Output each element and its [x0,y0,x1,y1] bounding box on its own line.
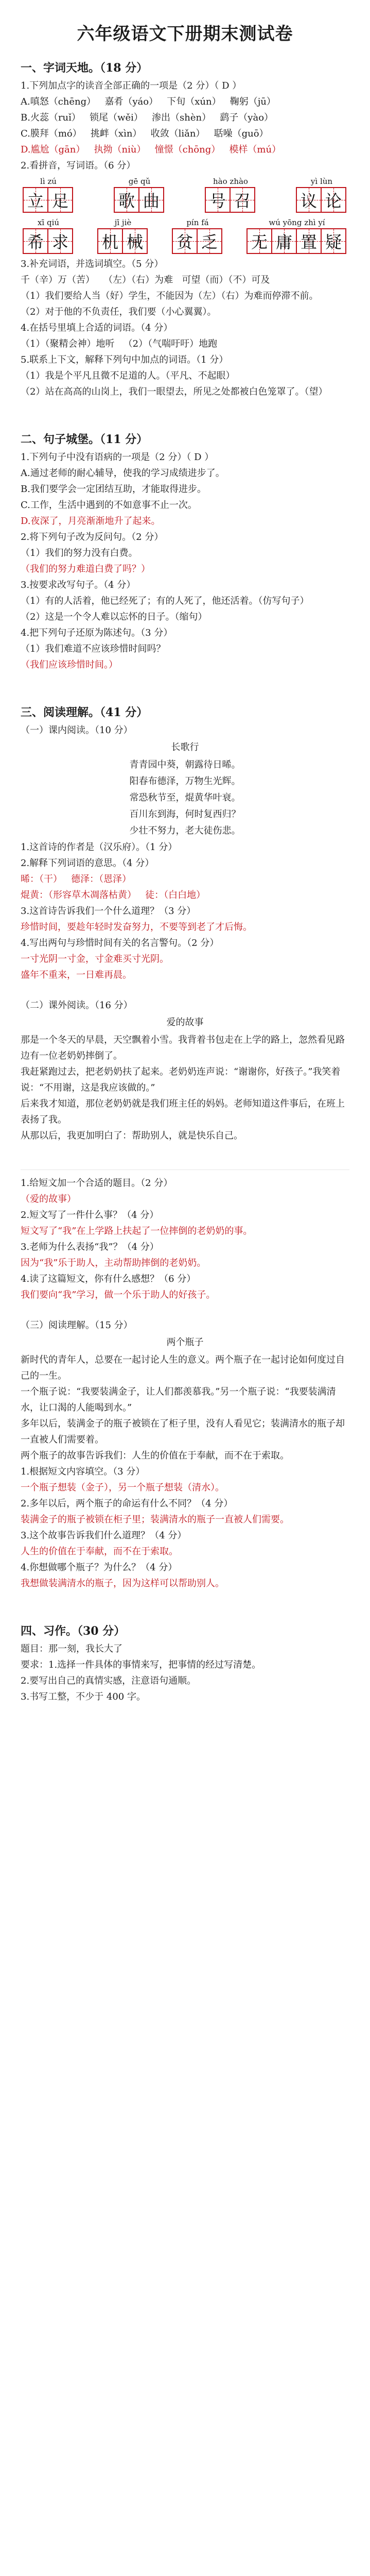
part4-heading: 四、习作。（30 分） [21,1624,126,1638]
part1-q1 [21,78,349,158]
story-title: 爱的故事 [166,1017,204,1028]
q-line: （1）（聚精会神）地听 （2）（气喘吁吁）地跑 [21,338,218,349]
char-cell: 论 [321,187,346,213]
q-line-answer: 晞：（干） 德泽：（恩泽） [21,874,132,885]
q-line: （1）我们难道不应该珍惜时间吗？ [21,643,166,654]
q-line-answer: 盛年不重来，一日难再晨。 [21,970,132,980]
poem-body [21,757,349,839]
page-title: 六年级语文下册期末测试卷 [77,24,293,44]
poem-line: 常恐秋节至，焜黄华叶衰。 [129,792,241,803]
passage-paragraph: 两个瓶子的故事告诉我们：人生的价值在于奉献，而不在于索取。 [21,1450,289,1461]
q-line: 2.短文写了一件什么事？（4 分） [21,1210,159,1221]
q-line: 2.解释下列词语的意思。（4 分） [21,858,154,869]
char-grid-word [173,217,222,254]
passage-questions [21,1464,349,1591]
story-body [21,1032,349,1144]
q-line: 1.下列句子中没有语病的一项是（2 分）（ D ） [21,452,214,463]
part1-q1-option: B.火蕊（ruǐ） 锁尾（wěi） 渗出（shèn） 鹞子（yào） [21,112,274,123]
part3-heading: 三、阅读理解。（41 分） [21,706,148,719]
q-line: C.工作，生活中遇到的不如意事不止一次。 [21,500,197,511]
part1-q1-option: C.膜拜（mó） 挑衅（xìn） 收敛（liǎn） 聒噪（guō） [21,128,269,139]
part3-sub1-questions [21,839,349,983]
part1-q3 [21,256,349,400]
char-cell: 歌 [114,187,139,213]
q-line: 2.将下列句子改为反问句。（2 分） [21,532,164,543]
part1-q2-stem: 2.看拼音，写词语。（6 分） [21,160,136,171]
char-cell: 立 [23,187,48,213]
char-grid-word [98,217,148,254]
q-line: 4.写出两句与珍惜时间有关的名言警句。（2 分） [21,938,219,948]
char-cell: 求 [47,228,73,254]
q-line-answer: 珍惜时间，要趁年轻时发奋努力，不要等到老了才后悔。 [21,922,252,933]
char-cell: 庸 [271,228,297,254]
char-cell: 号 [205,187,231,213]
char-cell: 足 [47,187,73,213]
q-line: 3.按要求改写句子。（4 分） [21,580,136,590]
passage-paragraph: 一个瓶子说：“我要装满金子，让人们都羡慕我。”另一个瓶子说：“我要装满清水，让口渴的人能喝到水。” [21,1386,336,1413]
q-line-answer: 人生的价值在于奉献，而不在于索取。 [21,1546,178,1557]
part2-heading: 二、句子城堡。（11 分） [21,433,148,446]
part3-sub2: （二）课外阅读。（16 分） [21,1000,133,1011]
char-grid-row-2 [21,215,349,256]
char-grid-word [297,176,346,213]
q-line: 1.根据短文内容填空。（3 分） [21,1466,145,1477]
pinyin-label: hào zhào [213,177,248,186]
q-line-answer: 因为“我”乐于助人，主动帮助摔倒的老奶奶。 [21,1258,206,1268]
char-grid-row-1 [21,174,349,215]
q-line: （1）我们要给人当（好）学生，不能因为（左）（右）为难而停滞不前。 [21,291,319,301]
q-line: 3.补充词语，并选词填空。（5 分） [21,259,164,269]
char-grid-word [206,176,255,213]
char-cell: 置 [296,228,322,254]
q-line: 5.联系上下文，解释下列句中加点的词语。（1 分） [21,354,228,365]
poem-title: 长歌行 [171,742,199,753]
passage-paragraph: 多年以后，装满金子的瓶子被锁在了柜子里，没有人看见它；装满清水的瓶子却一直被人们需要着。 [21,1418,345,1445]
char-grid-word [24,217,73,254]
char-cell: 械 [122,228,148,254]
q-line-answer: 我们要向“我”学习，做一个乐于助人的好孩子。 [21,1290,216,1300]
q-line: 3.书写工整，不少于 400 字。 [21,1691,146,1702]
story-paragraph: 那是一个冬天的早晨，天空飘着小雪。我背着书包走在上学的路上，忽然看见路边有一位老奶奶摔倒了。 [21,1035,345,1061]
q-line: 3.这个故事告诉我们什么道理？（4 分） [21,1530,187,1541]
q-line: 1.给短文加一个合适的题目。（2 分） [21,1178,173,1189]
char-cell: 议 [296,187,322,213]
part4-body [21,1641,349,1705]
pinyin-label: yì lùn [310,177,333,186]
divider [21,1149,349,1170]
q-line: （2）对于他的不负责任，我们要（小心翼翼）。 [21,307,217,317]
char-cell: 机 [97,228,123,254]
q-line: 1.这首诗的作者是（汉乐府）。（1 分） [21,842,178,853]
q-line: 4.在括号里填上合适的词语。（4 分） [21,323,173,333]
char-grid-word [24,176,73,213]
q-line-answer: （爱的故事） [21,1194,76,1205]
q-line: 3.老师为什么表扬“我”？（4 分） [21,1242,159,1252]
story-paragraph: 从那以后，我更加明白了：帮助别人，就是快乐自己。 [21,1130,243,1141]
part1-heading: 一、字词天地。（18 分） [21,61,148,75]
q-line-answer: D.夜深了，月亮渐渐地升了起来。 [21,516,161,527]
q-line-answer: 一寸光阴一寸金，寸金难买寸光阴。 [21,954,169,964]
poem-line: 阳春布德泽，万物生光辉。 [129,776,241,787]
poem-line: 百川东到海，何时复西归？ [129,809,241,820]
pinyin-label: lì zú [40,177,57,186]
q-line-answer: 焜黄：（形容草木凋落枯黄） 徒：（白白地） [21,890,206,901]
passage-title: 两个瓶子 [166,1337,204,1348]
char-grid-word [115,176,164,213]
q-line-answer: （我们应该珍惜时间。） [21,659,118,670]
q-line: 3.这首诗告诉我们一个什么道理？（3 分） [21,906,196,917]
q-line: （1）有的人活着，他已经死了；有的人死了，他还活着。（仿写句子） [21,596,309,606]
q-line: （1）我们的努力没有白费。 [21,548,138,558]
q-line: A.通过老师的耐心辅导，使我的学习成绩进步了。 [21,468,225,479]
part3-sub1: （一）课内阅读。（10 分） [21,725,133,736]
poem-line: 青青园中葵，朝露待日晞。 [129,759,241,770]
char-cell: 疑 [321,228,346,254]
story-questions [21,1175,349,1303]
q-line: （2）站在高高的山岗上，我们一眼望去，所见之处都被白色笼罩了。（望） [21,386,328,397]
q-line-answer: （我们的努力难道白费了吗？） [21,564,150,574]
char-grid-word [248,217,346,254]
char-cell: 乏 [197,228,222,254]
pinyin-label: pín fá [186,218,209,227]
q-line: 千（辛）万（苦） （左）（右）为难 可望（而）（不）可及 [21,275,270,285]
pinyin-label: wú yōng zhì yí [269,218,325,227]
char-cell: 希 [23,228,48,254]
passage-paragraph: 新时代的青年人，总要在一起讨论人生的意义。两个瓶子在一起讨论如何度过自己的一生。 [21,1354,345,1381]
poem-line: 少壮不努力，老大徒伤悲。 [129,825,241,836]
q-line: 4.把下列句子还原为陈述句。（3 分） [21,628,173,638]
q-line-answer: 一个瓶子想装（金子），另一个瓶子想装（清水）。 [21,1482,224,1493]
q-line: 2.多年以后，两个瓶子的命运有什么不同？（4 分） [21,1498,233,1509]
q-line: 2.要写出自己的真情实感，注意语句通顺。 [21,1675,197,1686]
char-cell: 贫 [172,228,198,254]
q-line: B.我们要学会一定团结互助，才能取得进步。 [21,484,206,495]
q-line: 4.读了这篇短文，你有什么感想？（6 分） [21,1274,196,1284]
part1-q1-option: A.嗔怒（chēng） 嘉肴（yáo） 下旬（xún） 鞠躬（jū） [21,96,276,107]
passage-body [21,1352,349,1464]
char-cell: 无 [246,228,272,254]
story-paragraph: 后来我才知道，那位老奶奶就是我们班主任的妈妈。老师知道这件事后，在班上表扬了我。 [21,1098,345,1125]
q-line: 4.你想做哪个瓶子？为什么？（4 分） [21,1562,178,1573]
story-paragraph: 我赶紧跑过去，把老奶奶扶了起来。老奶奶连声说：“谢谢你，好孩子。”我笑着说：“不用谢，这是我应该做的。” [21,1066,341,1093]
pinyin-label: xī qiú [37,218,60,227]
char-cell: 召 [230,187,255,213]
pinyin-label: gē qǔ [128,177,151,186]
q-line: 题目：那一刻，我长大了 [21,1643,122,1654]
q-line: （1）我是个平凡且微不足道的人。（平凡、不起眼） [21,370,235,381]
part3-sub3: （三）阅读理解。（15 分） [21,1320,133,1331]
q-line-answer: 我想做装满清水的瓶子，因为这样可以帮助别人。 [21,1578,224,1589]
part1-q1-stem: 1.下列加点字的读音全部正确的一项是（2 分）（ D ） [21,80,242,91]
char-cell: 曲 [138,187,164,213]
q-line: 要求：1.选择一件具体的事情来写，把事情的经过写清楚。 [21,1659,261,1670]
q-line: （2）这是一个令人难以忘怀的日子。（缩句） [21,612,207,622]
pinyin-label: jī jiè [114,218,132,227]
part2-body [21,449,349,673]
q-line-answer: 短文写了“我”在上学路上扶起了一位摔倒的老奶奶的事。 [21,1226,253,1236]
part1-q1-option-correct: D.尴尬（gān） 执拗（niù） 憧憬（chōng） 模样（mú） [21,144,281,155]
q-line-answer: 装满金子的瓶子被锁在柜子里；装满清水的瓶子一直被人们需要。 [21,1514,289,1525]
